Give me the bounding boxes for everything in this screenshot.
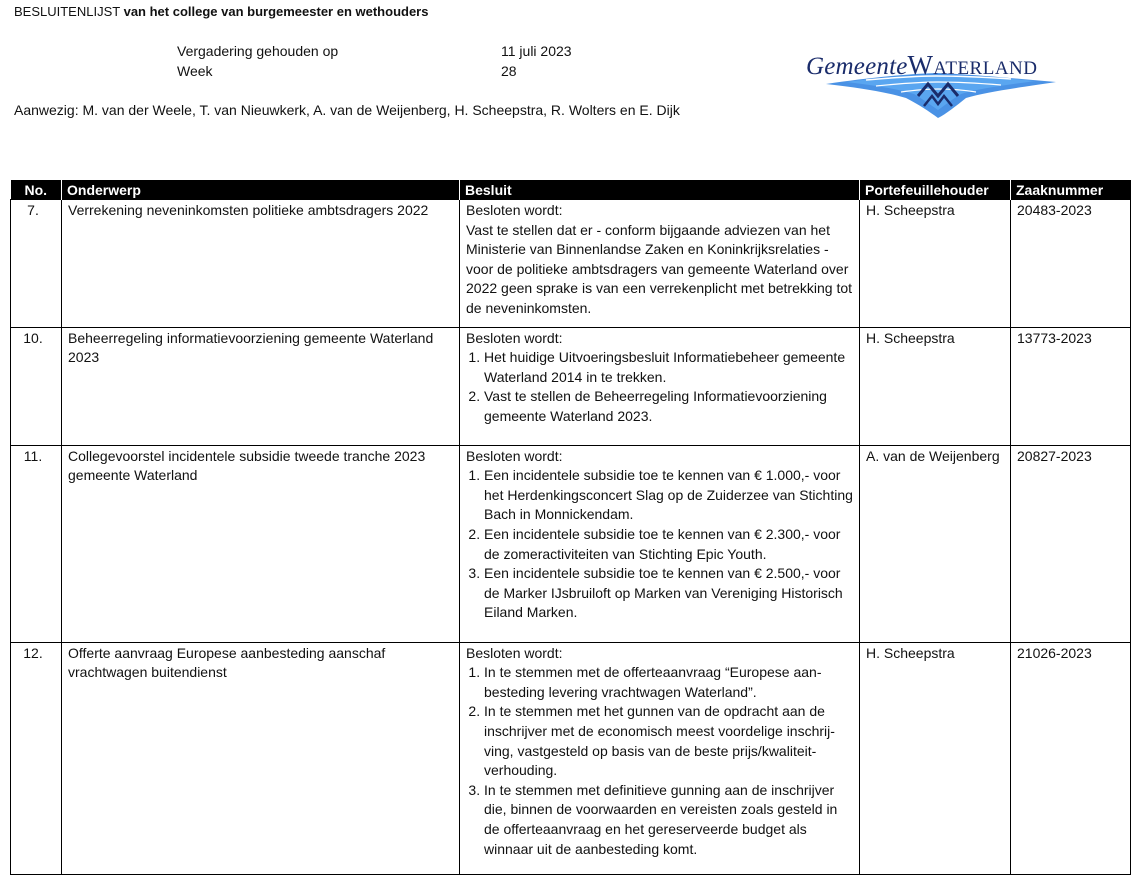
meeting-label: Vergadering gehouden op [177,43,339,59]
row-number: 7. [11,200,62,328]
title-prefix: BESLUITENLIJST [14,4,120,19]
decision-intro: Besloten wordt: [466,329,563,346]
header-decision: Besluit [460,180,860,200]
row-decision [460,200,860,328]
row-decision [460,642,860,874]
row-holder: H. Scheepstra [860,200,1011,328]
logo-wordmark: GemeenteWATERLAND [806,50,1038,80]
row-case-number: 13773-2023 [1011,327,1131,445]
table-header-row [11,180,1131,200]
header-subject: Onderwerp [62,180,460,200]
table-row [11,200,1131,328]
decision-list [466,663,854,859]
decision-intro: Besloten wordt: [466,447,563,464]
row-case-number: 21026-2023 [1011,642,1131,874]
table-row [11,327,1131,445]
row-holder: A. van de Weijenberg [860,445,1011,642]
row-subject: Verrekening neveninkomsten politieke ambtsdragers 2022 [62,200,460,328]
row-subject: Beheerregeling informatievoorziening gemeente Waterland 2023 [62,327,460,445]
title-main: van het college van burgemeester en wethouders [123,4,429,19]
table-row [11,445,1131,642]
decision-intro: Besloten wordt: [466,644,563,661]
table-row [11,642,1131,874]
row-case-number: 20483-2023 [1011,200,1131,328]
row-decision [460,445,860,642]
row-decision [460,327,860,445]
week-label: Week [177,63,213,79]
decision-item: 2. Een incidentele subsidie toe te kennen van € 2.300,- voor de zomeractiviteiten van Stichting Epic Youth. [484,525,854,564]
row-number: 10. [11,327,62,445]
decision-item: 3. Een incidentele subsidie toe te kennen van € 2.500,- voor de Marker IJsbruiloft op Marken van Vereniging Historisch Eiland Marken. [484,564,854,623]
decision-item: 2. Vast te stellen de Beheerregeling Informatievoorziening gemeente Waterland 2023. [484,387,854,426]
decision-item: 1. In te stemmen met de offerteaanvraag “Europese aanbesteding levering vrachtwagen Waterland”. [484,663,854,702]
row-holder: H. Scheepstra [860,327,1011,445]
document-title [14,4,428,19]
decision-list [466,348,854,426]
week-value: 28 [501,63,517,79]
decision-item: 3. In te stemmen met definitieve gunning aan de inschrijver die, binnen de voorwaarden en vereisten zoals gesteld in de offerteaanvraag en het gereserveerde budget als winnaar uit de aanbesteding komt. [484,781,854,859]
decision-list [466,466,854,623]
attendees-line: Aanwezig: M. van der Weele, T. van Nieuwkerk, A. van de Weijenberg, H. Scheepstra, R. Wolters en E. Dijk [14,102,680,118]
row-subject: Collegevoorstel incidentele subsidie tweede tranche 2023 gemeente Waterland [62,445,460,642]
row-subject: Offerte aanvraag Europese aanbesteding aanschaf vrachtwagen buitendienst [62,642,460,874]
header-holder: Portefeuillehouder [860,180,1011,200]
row-holder: H. Scheepstra [860,642,1011,874]
meeting-date: 11 juli 2023 [501,43,572,59]
decision-text: Vast te stellen dat er - conform bijgaande adviezen van het Ministerie van Binnenlandse Zaken en Koninkrijksrelaties - voor de politieke ambtsdragers van gemeente Waterland over 2022 geen sprake is van een verrekenplicht met betrekking tot de neveninkomsten. [466,221,853,316]
row-number: 11. [11,445,62,642]
row-case-number: 20827-2023 [1011,445,1131,642]
gemeente-waterland-logo [806,44,1068,120]
header-no: No. [11,180,62,200]
decisions-table [10,180,1131,875]
decision-item: 1. Een incidentele subsidie toe te kennen van € 1.000,- voor het Herdenkingsconcert Slag op de Zuiderzee van Stichting Bach in Monnickendam. [484,466,854,525]
header-case-number: Zaaknummer [1011,180,1131,200]
decision-intro: Besloten wordt: [466,202,563,218]
decision-item: 1. Het huidige Uitvoeringsbesluit Informatiebeheer gemeente Waterland 2014 in te trekken. [484,348,854,387]
row-number: 12. [11,642,62,874]
decision-item: 2. In te stemmen met het gunnen van de opdracht aan de inschrijver met de economisch meest voordelige inschrijving, vastgesteld op basis van de beste prijs/kwaliteitverhouding. [484,702,854,780]
